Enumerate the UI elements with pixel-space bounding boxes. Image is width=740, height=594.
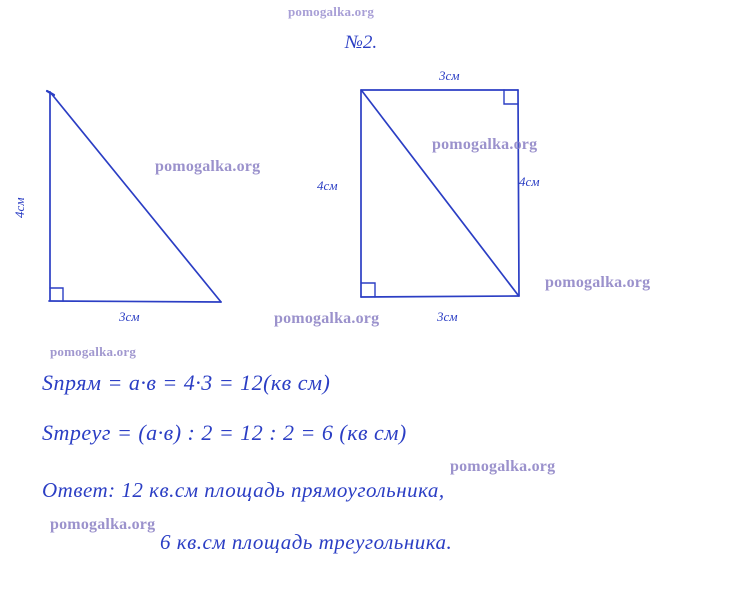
solution-line-3: Ответ: 12 кв.см площадь прямоугольника, [42, 478, 445, 502]
triangle-base-label: 3см [119, 309, 140, 324]
triangle-figure [47, 91, 221, 302]
watermark: pomogalka.org [432, 136, 538, 153]
watermark: pomogalka.org [545, 274, 651, 291]
rectangle-top-label: 3см [439, 68, 460, 83]
solution-line-4: 6 кв.см площадь треугольника. [160, 530, 453, 554]
solution-line-1: Sпрям = a·в = 4·3 = 12(кв см) [42, 370, 331, 395]
watermark: pomogalka.org [155, 158, 261, 175]
rectangle-left-label: 4см [317, 178, 338, 193]
rectangle-bottom-label: 3см [437, 309, 458, 324]
triangle-vertical-label: 4см [12, 197, 27, 218]
watermark: pomogalka.org [50, 344, 137, 359]
rectangle-figure [361, 90, 519, 297]
watermark: pomogalka.org [450, 458, 556, 475]
watermark: pomogalka.org [274, 310, 380, 327]
watermark: pomogalka.org [50, 516, 156, 533]
watermark: pomogalka.org [288, 4, 375, 19]
rectangle-right-label: 4см [519, 174, 540, 189]
task-number: №2. [345, 32, 378, 53]
solution-line-2: Sтреуг = (a·в) : 2 = 12 : 2 = 6 (кв см) [42, 420, 407, 445]
